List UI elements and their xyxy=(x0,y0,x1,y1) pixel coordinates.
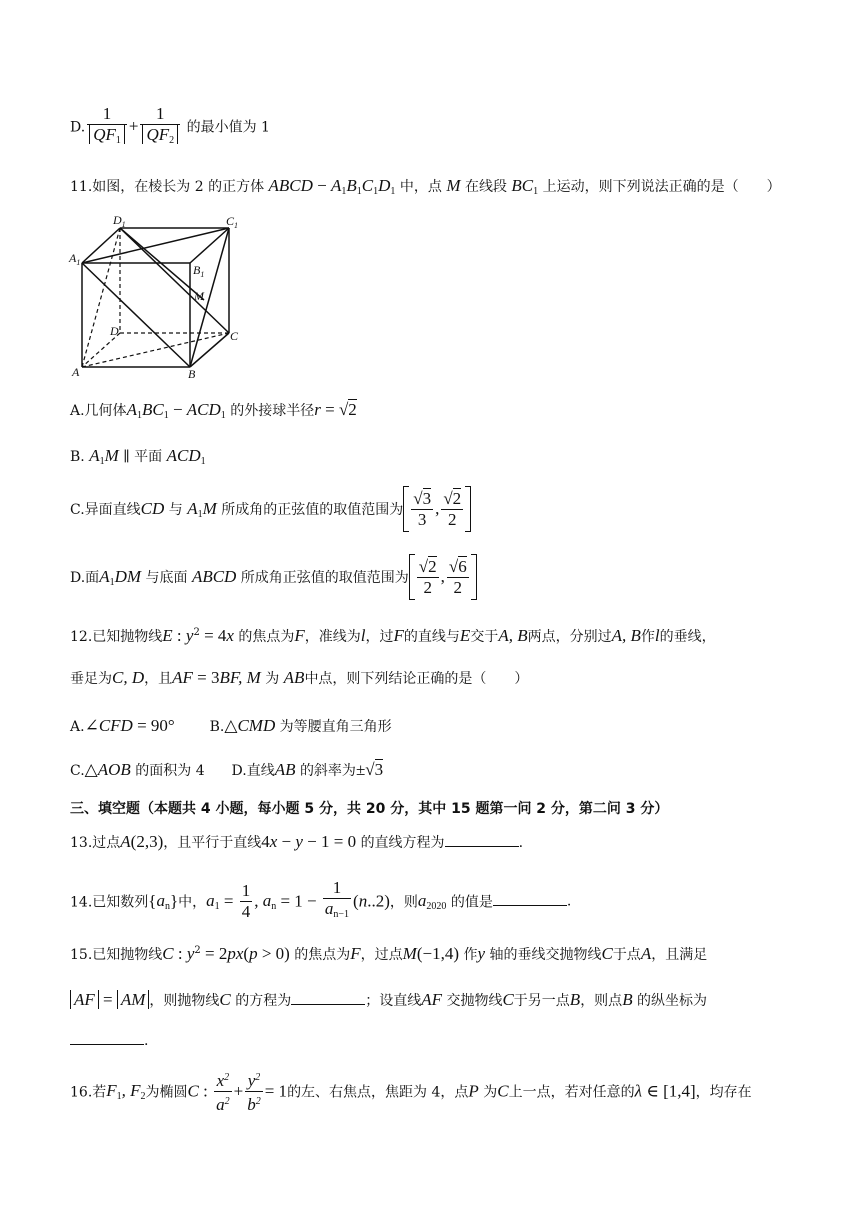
cube-figure xyxy=(66,210,256,380)
q16: 16.若$F_1$, $F_2$为椭圆C : $\frac{x^2}{a^2}$ + $\frac{y^2}{b^2}$ = 1的左、右焦点，焦距为 4，点P 为C上一点，若对任意的λ ∈ [1,4]，均存在 xyxy=(70,1068,752,1115)
q11-option-d: D.面$A_1DM$ 与底面 ABCD 所成角正弦值的取值范围为 $\frac{√2}{2}$ , $\frac{√6}{2}$ xyxy=(70,554,477,600)
answer-blank[interactable] xyxy=(493,891,567,906)
q10-option-d: D. $\frac{1}{QF_1}$ + $\frac{1}{QF_2}$ 的最小值为 1 xyxy=(70,104,270,146)
label-m: M xyxy=(194,289,204,303)
label-a1: $A_1$ xyxy=(69,251,81,267)
label-d: D xyxy=(110,324,119,338)
q11-option-a: A.几何体$A_1BC_1 - ACD_1$ 的外接球半径r = √2 xyxy=(70,400,357,421)
q15-line-1: 15.已知抛物线C : $y^2 = 2px(p > 0)$ 的焦点为F，过点M(−1,4) 作y 轴的垂线交抛物线C于点A，且满足 xyxy=(70,944,708,963)
option-text: 的最小值为 1 xyxy=(186,119,270,136)
answer-blank[interactable] xyxy=(445,832,519,847)
q15-line-3: . xyxy=(70,1030,148,1049)
q13: 13.过点A(2,3)，且平行于直线4x − y − 1 = 0 的直线方程为 . xyxy=(70,832,524,851)
q14: 14.已知数列$\{a_n\}$中，$a_1$ = $\frac{1}{4}$ , $a_n = 1$ − $\frac{1}{a_{n-1}}$ (n..2)，则$a_{2020}$ 的值是 . xyxy=(70,878,572,921)
label-b: B xyxy=(188,367,196,380)
q12-options-ab: A.∠CFD = 90° B.△CMD 为等腰直角三角形 xyxy=(70,716,392,735)
q11-option-c: C.异面直线CD 与 $A_1M$ 所成角的正弦值的取值范围为 $\frac{√3}{3}$ , $\frac{√2}{2}$ xyxy=(70,486,471,532)
q12-stem-1: 12.已知抛物线E : $y^2 = 4x$ 的焦点为F，准线为l，过F的直线与E交于A, B两点，分别过A, B作l的垂线， xyxy=(70,626,716,645)
label-b1: $B_1$ xyxy=(193,263,205,279)
label-c1: $C_1$ xyxy=(226,214,239,230)
label-a: A xyxy=(72,365,80,379)
answer-blank-2[interactable] xyxy=(70,1030,144,1045)
section-3-heading: 三、填空题（本题共 4 小题，每小题 5 分，共 20 分，其中 15 题第一问 2 分，第二问 3 分） xyxy=(70,801,669,817)
label-c: C xyxy=(230,329,239,343)
q12-stem-2: 垂足为C, D，且AF = 3BF, M 为 AB中点，则下列结论正确的是（ ） xyxy=(70,668,529,687)
q11-option-b: B. $A_1M$ ∥ 平面 $ACD_1$ xyxy=(70,446,206,467)
q15-line-2: AF = AM ，则抛物线C 的方程为 ；设直线AF 交抛物线C于另一点B，则点B 的纵坐标为 xyxy=(70,990,707,1010)
q12-options-cd: C.△AOB 的面积为 4 D.直线AB 的斜率为±√3 xyxy=(70,760,384,779)
label-d1: $D_1$ xyxy=(113,213,126,229)
answer-blank-1[interactable] xyxy=(291,990,365,1005)
q11-stem: 11.如图，在棱长为 2 的正方体 ABCD − $A_1B_1C_1D_1$ 中，点 M 在线段 $BC_1$ 上运动，则下列说法正确的是（ ） xyxy=(70,176,781,197)
option-label: D. xyxy=(70,119,86,136)
